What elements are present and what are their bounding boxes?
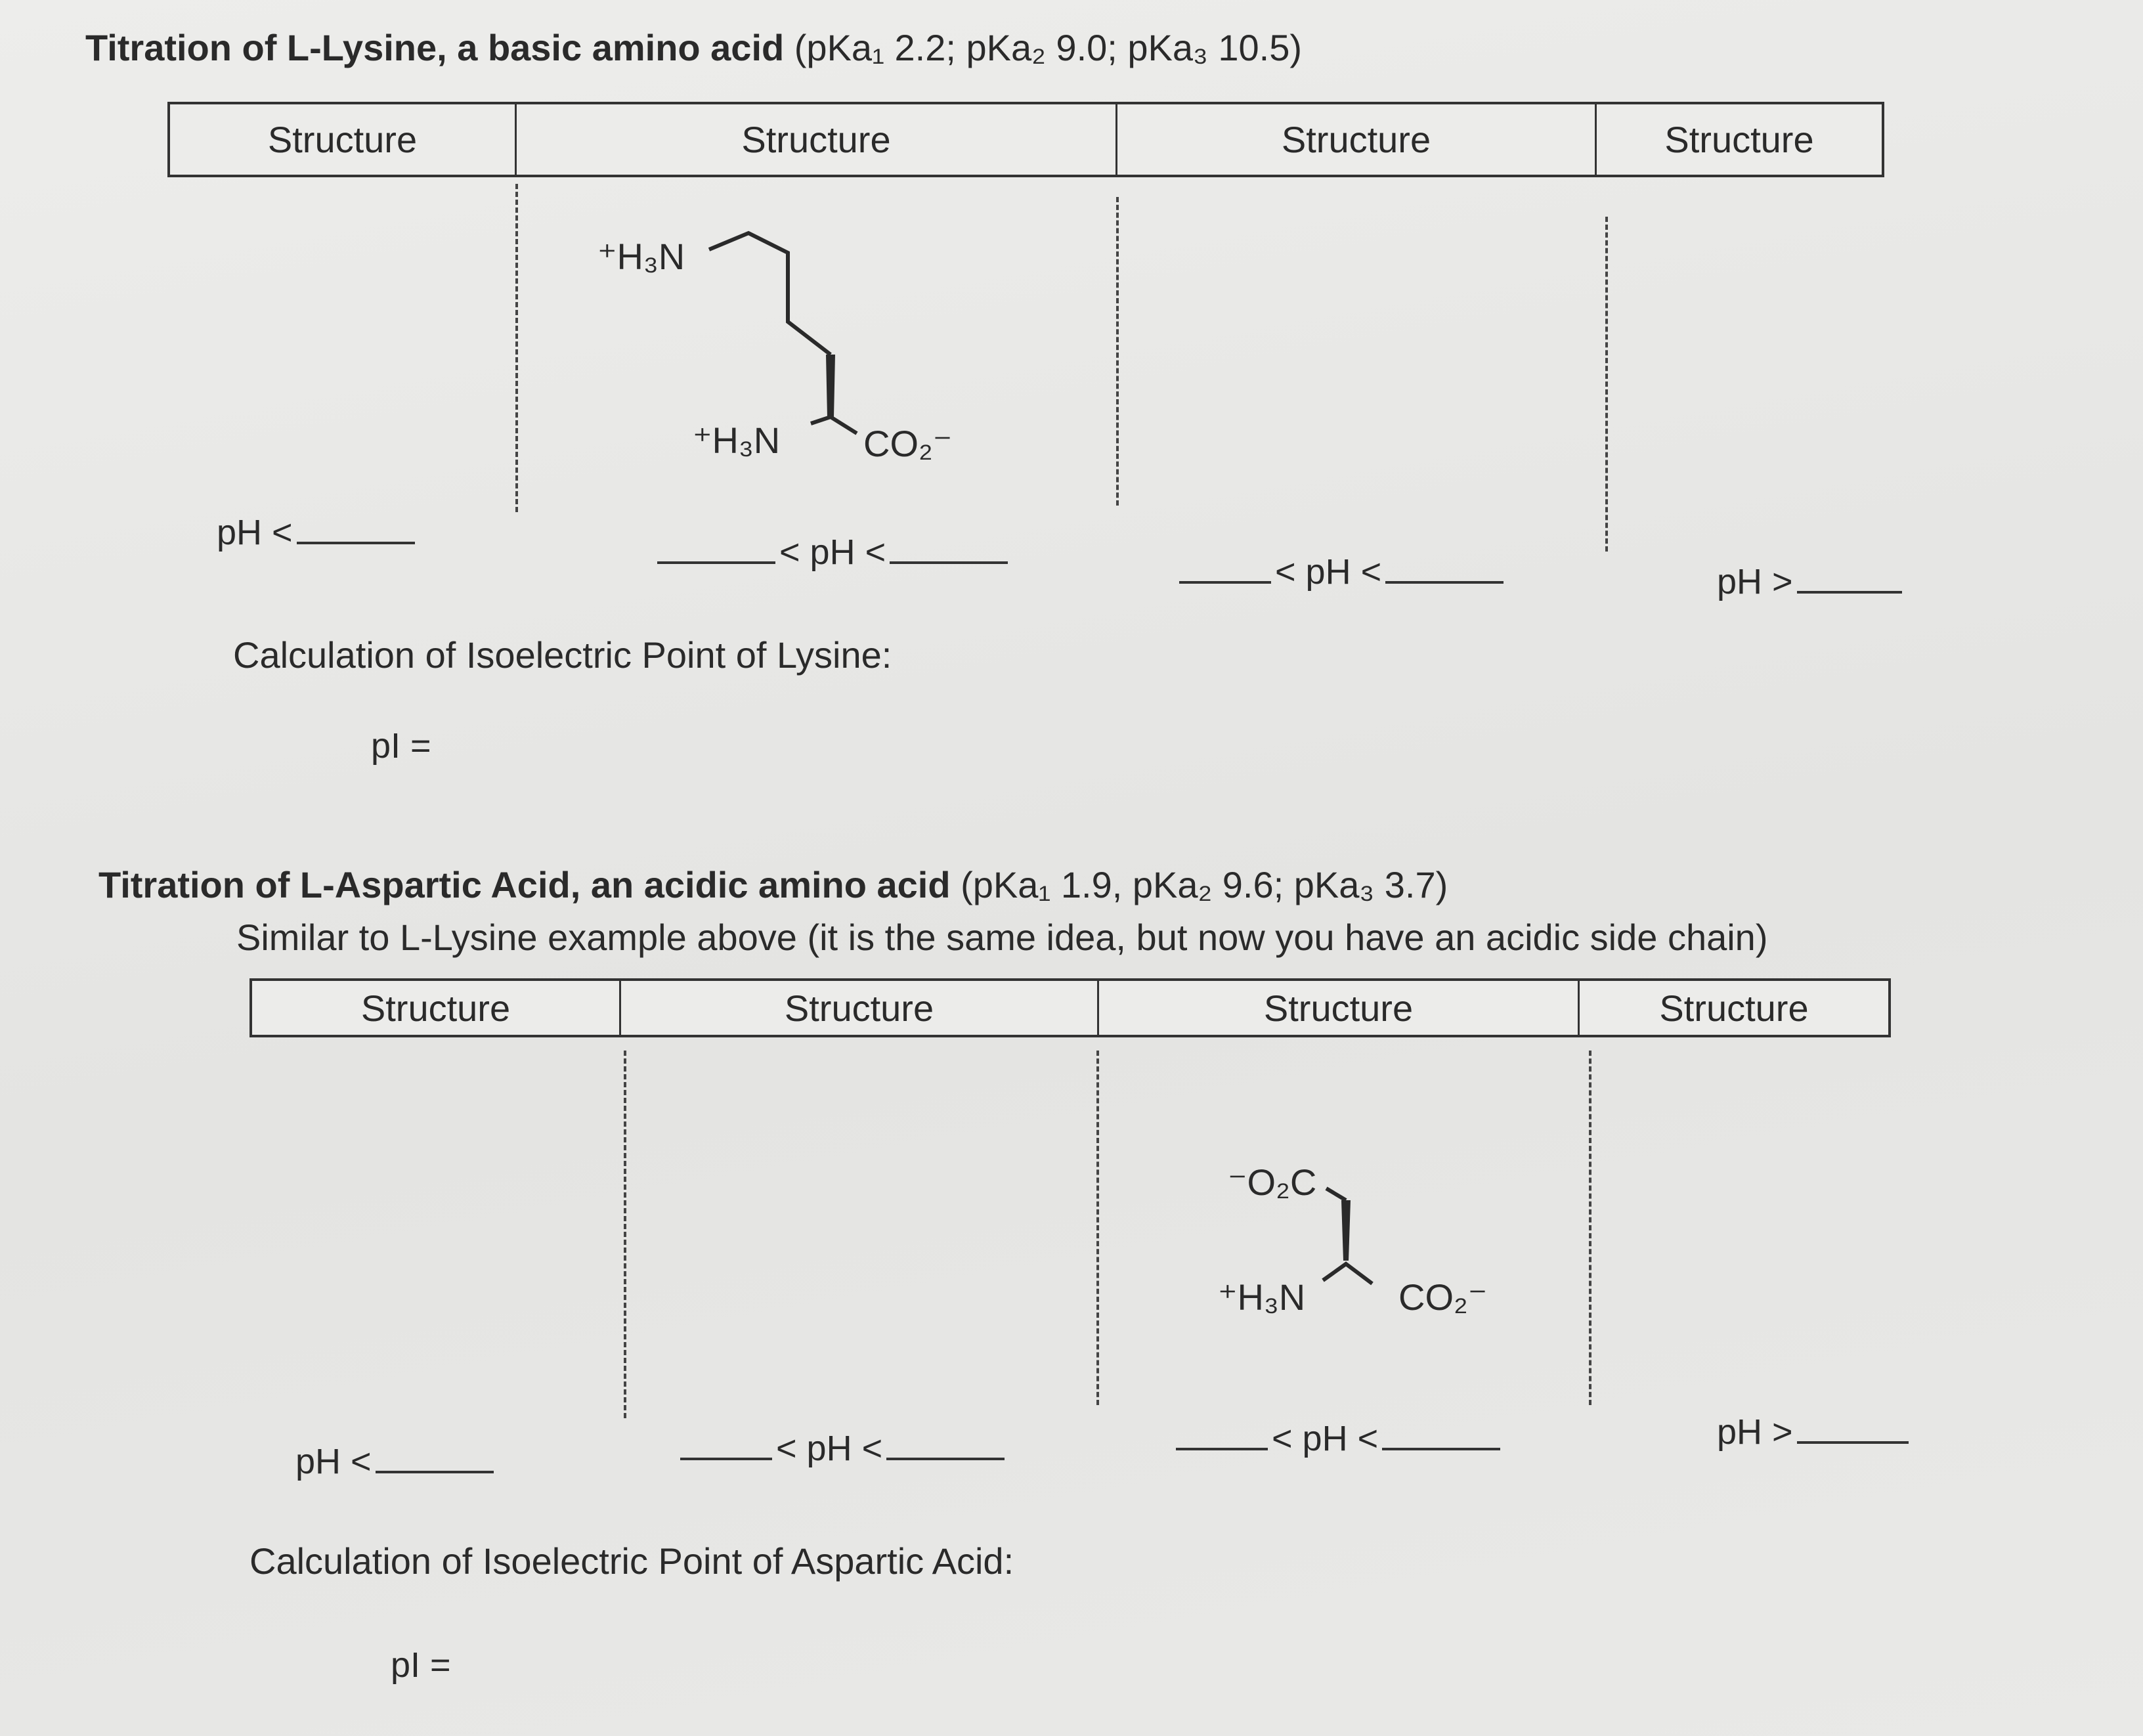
lysine-blank-2[interactable] [657,561,775,564]
aspartic-column-divider-3 [1589,1051,1591,1405]
aspartic-ph-range-3: < pH < [1172,1418,1504,1459]
aspartic-structure-header [249,978,1891,1037]
lysine-column-divider-1 [515,184,518,512]
aspartic-pka-values: (pKa₁ 1.9, pKa₂ 9.6; pKa₃ 3.7) [961,864,1448,905]
lysine-carboxylate-label: CO₂⁻ [863,423,953,464]
aspartic-blank-3[interactable] [886,1458,1005,1460]
lysine-alpha-bonds [811,417,857,433]
aspartic-title-text: Titration of L-Aspartic Acid, an acidic amino acid [98,864,951,905]
aspartic-side-carboxylate-label: ⁻O₂C [1228,1161,1317,1203]
aspartic-blank-1[interactable] [376,1471,494,1473]
aspartic-column-divider-1 [624,1051,626,1418]
lysine-ph-range-1: pH < [217,512,419,553]
aspartic-pi-label: pI = [391,1645,451,1685]
aspartic-header-cell-1: Structure [252,981,621,1035]
aspartic-blank-4[interactable] [1176,1448,1268,1450]
lysine-structure-drawing [578,217,985,492]
lysine-blank-5[interactable] [1385,581,1504,584]
lysine-pka-values: (pKa₁ 2.2; pKa₂ 9.0; pKa₃ 10.5) [794,27,1303,68]
lysine-calc-label: Calculation of Isoelectric Point of Lysine: [233,634,892,676]
lysine-ph-range-3: < pH < [1175,552,1507,592]
lysine-ph-range-2: < pH < [653,532,1012,573]
aspartic-ph-range-2: < pH < [676,1428,1008,1469]
lysine-title [85,26,1302,69]
aspartic-blank-2[interactable] [680,1458,772,1460]
lysine-alpha-amine-label: ⁺H₃N [693,420,781,461]
lysine-blank-1[interactable] [297,542,415,544]
lysine-blank-4[interactable] [1179,581,1271,584]
lysine-wedge-bond [826,355,835,417]
aspartic-wedge-bond [1341,1200,1351,1261]
lysine-blank-3[interactable] [890,561,1008,564]
lysine-pi-label: pI = [371,726,431,766]
lysine-ph-range-4: pH > [1717,561,1906,602]
aspartic-calc-label: Calculation of Isoelectric Point of Aspartic Acid: [249,1540,1014,1582]
aspartic-blank-5[interactable] [1382,1448,1500,1450]
lysine-header-cell-1: Structure [170,104,517,175]
aspartic-ph-range-1: pH < [295,1441,498,1482]
lysine-column-divider-3 [1605,217,1608,552]
lysine-side-chain-bonds [709,233,831,355]
aspartic-header-cell-2: Structure [621,981,1099,1035]
aspartic-title [98,863,1448,906]
aspartic-structure-drawing [1201,1136,1543,1346]
aspartic-blank-6[interactable] [1797,1441,1909,1444]
aspartic-side-bond [1326,1188,1346,1200]
lysine-header-cell-4: Structure [1664,119,1814,160]
lysine-column-divider-2 [1116,197,1119,506]
lysine-side-amine-label: ⁺H₃N [597,236,685,277]
lysine-header-cell-2: Structure [517,104,1117,175]
aspartic-subtitle: Similar to L-Lysine example above (it is the same idea, but now you have an acidic side chain) [236,917,1768,958]
lysine-title-text: Titration of L-Lysine, a basic amino acid [85,27,785,68]
lysine-header-cell-3: Structure [1117,104,1597,175]
aspartic-alpha-bonds [1323,1264,1372,1284]
lysine-structure-header [167,102,1884,177]
aspartic-header-cell-3: Structure [1099,981,1580,1035]
aspartic-alpha-amine-label: ⁺H₃N [1218,1276,1306,1318]
lysine-blank-6[interactable] [1797,591,1902,594]
aspartic-ph-range-4: pH > [1717,1412,1913,1452]
aspartic-header-cell-4: Structure [1659,987,1809,1029]
aspartic-carboxylate-label: CO₂⁻ [1398,1276,1488,1318]
aspartic-column-divider-2 [1096,1051,1099,1405]
